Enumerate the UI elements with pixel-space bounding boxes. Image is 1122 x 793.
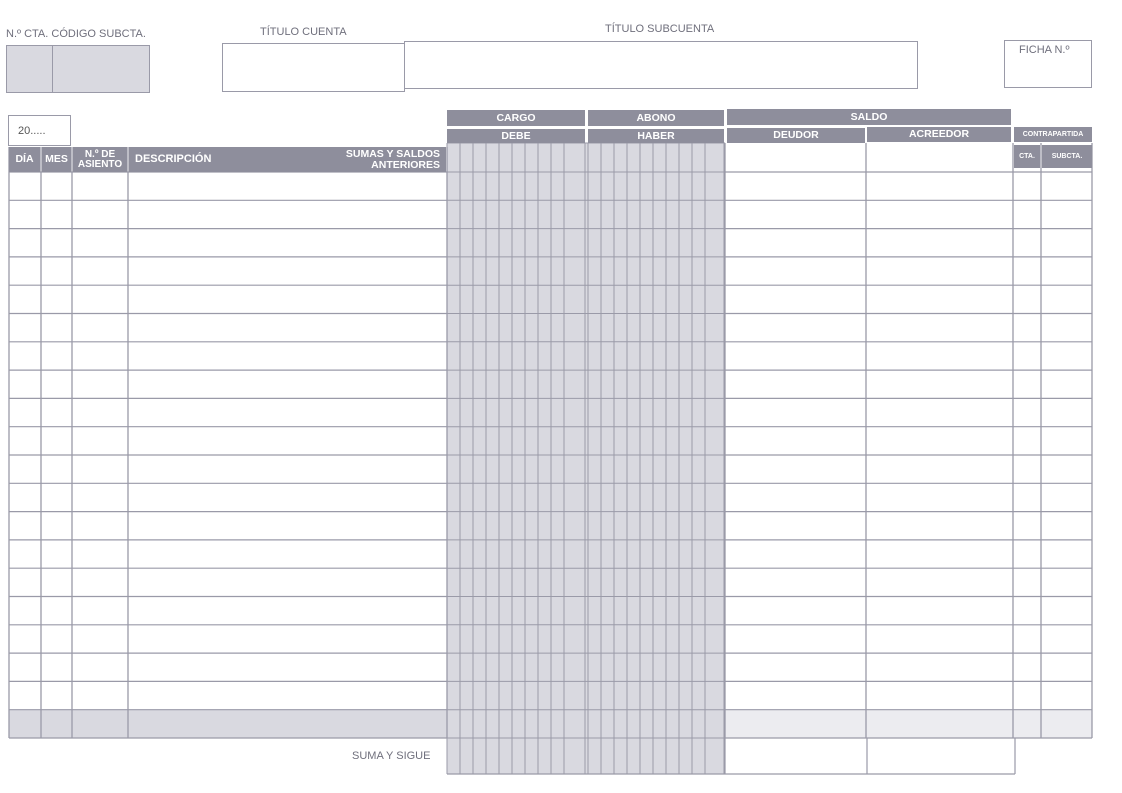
dia-header: DÍA <box>9 147 40 172</box>
debe-header: DEBE <box>447 129 585 143</box>
sheet-label: FICHA N.º <box>1019 44 1070 56</box>
description-label: DESCRIPCIÓN <box>135 153 212 165</box>
totals-row-shading <box>9 710 447 738</box>
description-header <box>129 147 446 172</box>
amount-columns-shading <box>447 143 725 774</box>
carry-forward-label: SUMA Y SIGUE <box>352 750 431 762</box>
abono-header: ABONO <box>588 110 724 126</box>
subaccount-title-label: TÍTULO SUBCUENTA <box>605 23 715 35</box>
saldo-header: SALDO <box>727 109 1011 125</box>
totals-row-shading-right <box>725 710 1092 738</box>
deudor-header: DEUDOR <box>727 128 865 143</box>
previous-totals-line1: SUMAS Y SALDOS <box>345 148 440 160</box>
subcta-header: SUBCTA. <box>1042 145 1092 168</box>
contrapartida-header: CONTRAPARTIDA <box>1014 127 1092 142</box>
year-placeholder: 20..... <box>18 125 46 137</box>
account-title-label: TÍTULO CUENTA <box>260 26 347 38</box>
mes-header: MES <box>42 147 71 172</box>
haber-header: HABER <box>588 129 724 143</box>
cta-header: CTA. <box>1014 145 1040 168</box>
previous-totals-label <box>346 149 440 170</box>
asiento-header <box>73 147 127 172</box>
cargo-header: CARGO <box>447 110 585 126</box>
asiento-header-line1: N.º DE <box>84 148 116 160</box>
acreedor-header: ACREEDOR <box>867 127 1011 142</box>
account-code-label: N.º CTA. CÓDIGO SUBCTA. <box>6 28 146 40</box>
previous-totals-line2: ANTERIORES <box>371 158 440 171</box>
asiento-header-line2: ASIENTO <box>77 158 123 170</box>
